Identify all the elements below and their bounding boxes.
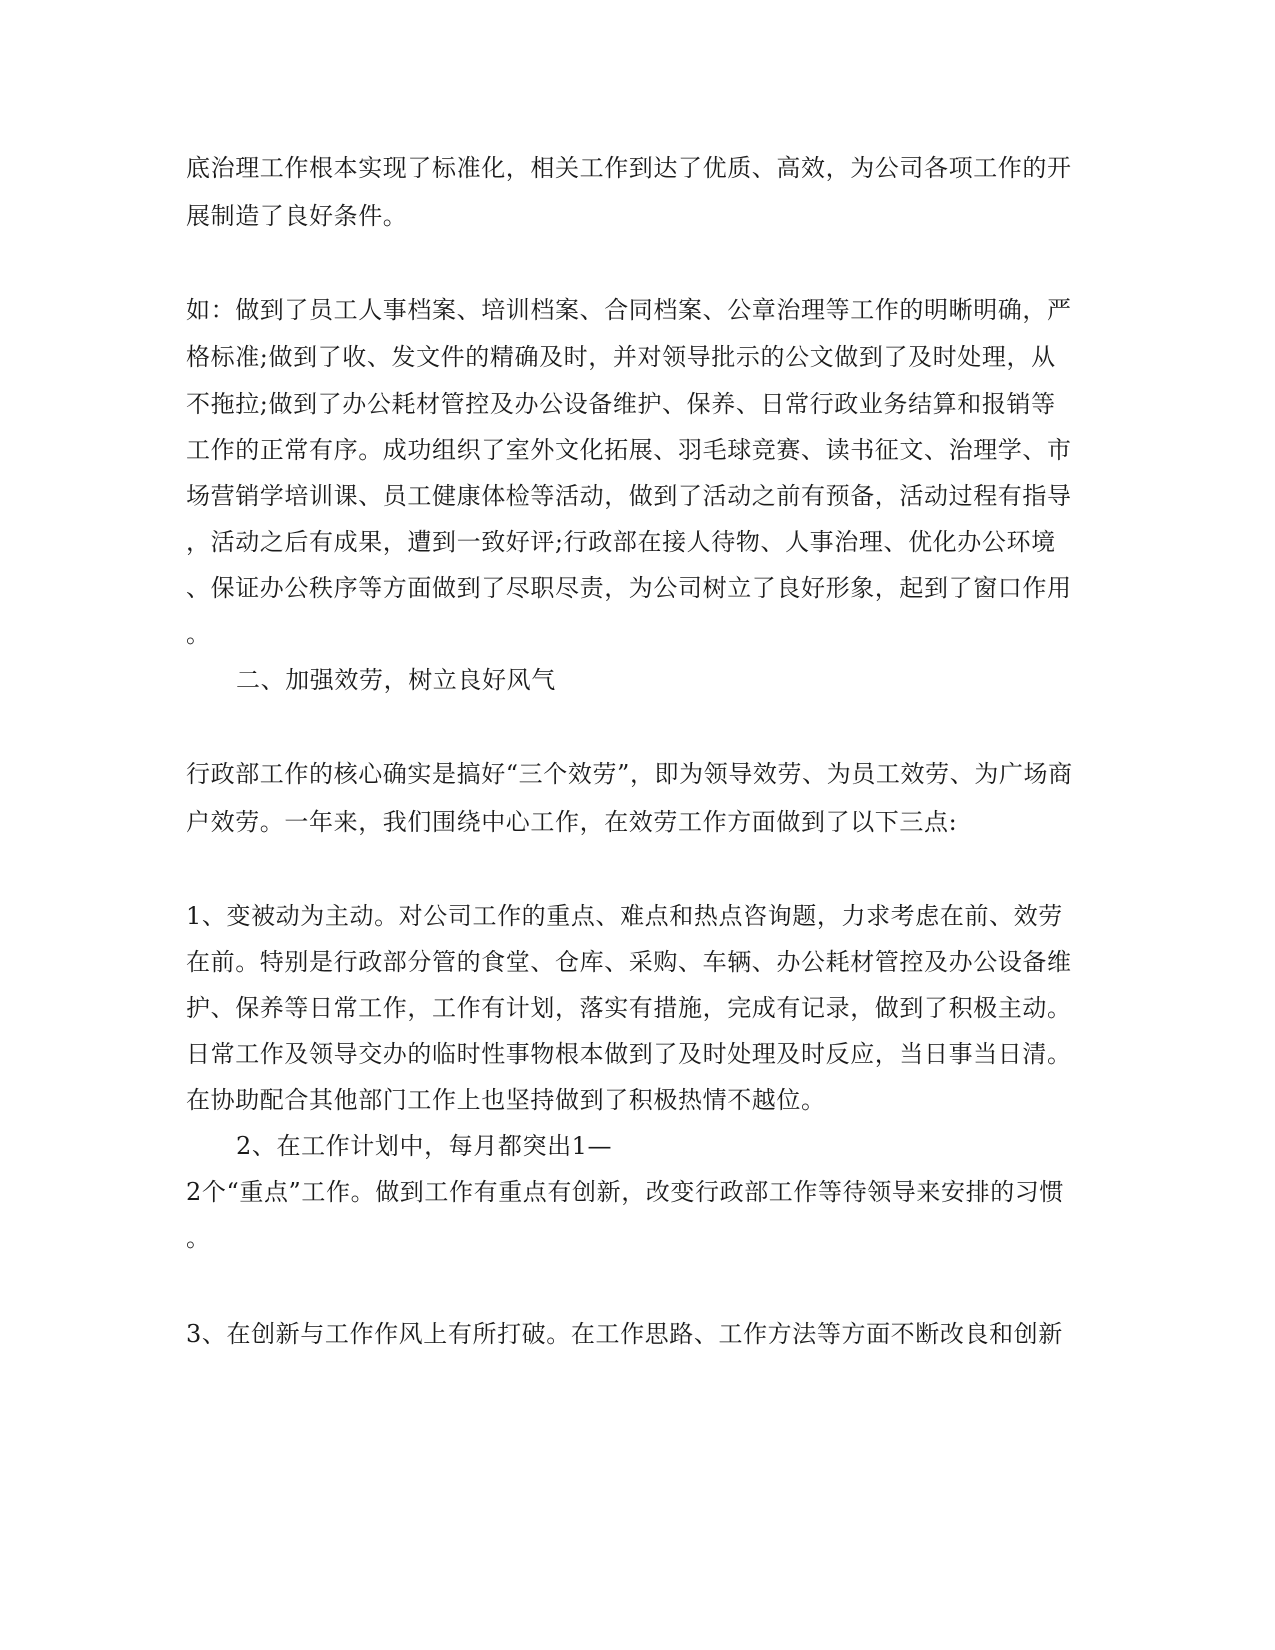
text-line: 格标准;做到了收、发文件的精确及时，并对领导批示的公文做到了及时处理，从 <box>186 343 1056 371</box>
text-line: 户效劳。一年来，我们围绕中心工作，在效劳工作方面做到了以下三点: <box>186 808 958 836</box>
text-line: 在前。特别是行政部分管的食堂、仓库、采购、车辆、办公耗材管控及办公设备维 <box>186 948 1072 976</box>
text-line: 3、在创新与工作作风上有所打破。在工作思路、工作方法等方面不断改良和创新 <box>186 1320 1063 1348</box>
text-line: 不拖拉;做到了办公耗材管控及办公设备维护、保养、日常行政业务结算和报销等 <box>186 390 1056 418</box>
text-line: 在协助配合其他部门工作上也坚持做到了积极热情不越位。 <box>186 1086 826 1114</box>
text-line: 、保证办公秩序等方面做到了尽职尽责，为公司树立了良好形象，起到了窗口作用 <box>186 574 1072 602</box>
text-line: 护、保养等日常工作，工作有计划，落实有措施，完成有记录，做到了积极主动。 <box>186 994 1072 1022</box>
text-line: 。 <box>186 1224 211 1252</box>
text-line: 。 <box>186 620 211 648</box>
text-line: 底治理工作根本实现了标准化，相关工作到达了优质、高效，为公司各项工作的开 <box>186 154 1072 182</box>
text-line: 2个“重点”工作。做到工作有重点有创新，改变行政部工作等待领导来安排的习惯 <box>186 1178 1065 1206</box>
text-line: 展制造了良好条件。 <box>186 202 408 230</box>
section-heading: 二、加强效劳，树立良好风气 <box>236 666 556 694</box>
text-line: 日常工作及领导交办的临时性事物根本做到了及时处理及时反应，当日事当日清。 <box>186 1040 1072 1068</box>
text-line: 工作的正常有序。成功组织了室外文化拓展、羽毛球竞赛、读书征文、治理学、市 <box>186 436 1072 464</box>
text-line: 1、变被动为主动。对公司工作的重点、难点和热点咨询题，力求考虑在前、效劳 <box>186 902 1063 930</box>
text-line: 2、在工作计划中，每月都突出1— <box>236 1132 613 1160</box>
text-line: 如：做到了员工人事档案、培训档案、合同档案、公章治理等工作的明晰明确，严 <box>186 296 1072 324</box>
text-line: 行政部工作的核心确实是搞好“三个效劳”，即为领导效劳、为员工效劳、为广场商 <box>186 760 1073 788</box>
text-line: ，活动之后有成果，遭到一致好评;行政部在接人待物、人事治理、优化办公环境 <box>186 528 1056 556</box>
text-line: 场营销学培训课、员工健康体检等活动，做到了活动之前有预备，活动过程有指导 <box>186 482 1072 510</box>
